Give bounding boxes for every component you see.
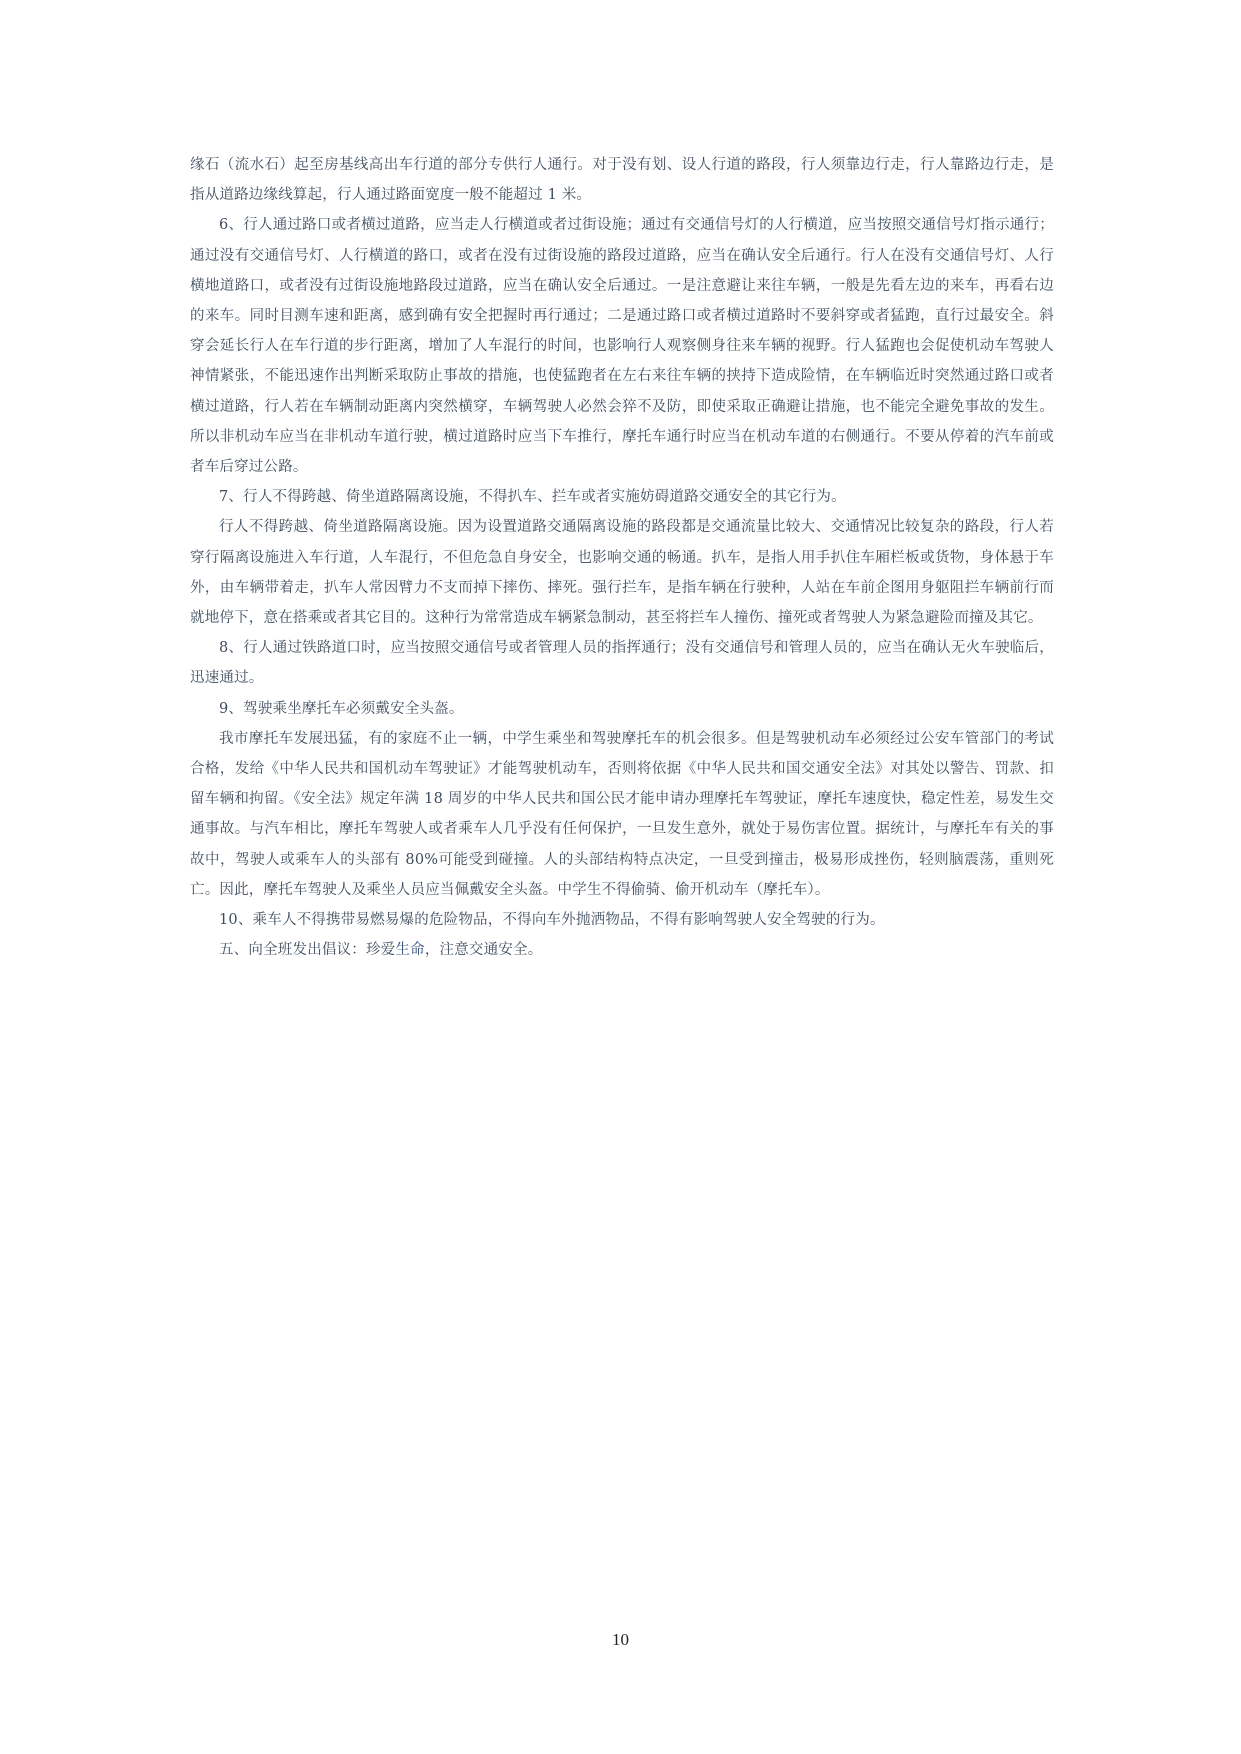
closing-text-end: ，注意交通安全。 xyxy=(424,942,543,959)
paragraph-closing xyxy=(190,935,1054,965)
paragraph-rule-8: 8、行人通过铁路道口时，应当按照交通信号或者管理人员的指挥通行；没有交通信号和管理人员的，应当在确认无火车驶临后，迅速通过。 xyxy=(190,640,1054,687)
paragraph-sidewalk: 缘石（流水石）起至房基线高出车行道的部分专供行人通行。对于没有划、设人行道的路段，行人须靠边行走，行人靠路边行走，是指从道路边缘线算起，行人通过路面宽度一般不能超过 1 米。 xyxy=(190,157,1054,204)
paragraph-rule-7: 7、行人不得跨越、倚坐道路隔离设施，不得扒车、拦车或者实施妨碍道路交通安全的其它行为。 xyxy=(219,489,846,506)
body-text xyxy=(190,150,1054,965)
paragraph-rule-9: 9、驾驶乘坐摩托车必须戴安全头盔。 xyxy=(219,700,464,717)
paragraph-rule-6: 6、行人通过路口或者横过道路，应当走人行横道或者过街设施；通过有交通信号灯的人行横道，应当按照交通信号灯指示通行；通过没有交通信号灯、人行横道的路口，或者在没有过街设施的路段过道路，应当在确认安全后通行。行人在没有交通信号灯、人行横地道路口，或者没有过街设施地路段过道路，应当在确认安全后通过。一是注意避让来往车辆，一般是先看左边的来车，再看右边的来车。同时目测车速和距离，感到确有安全把握时再行通过；二是通过路口或者横过道路时不要斜穿或者猛跑，直行过最安全。斜穿会延长行人在车行道的步行距离，增加了人车混行的时间，也影响行人观察侧身往来车辆的视野。行人猛跑也会促使机动车驾驶人神情紧张，不能迅速作出判断采取防止事故的措施，也使猛跑者在左右来往车辆的挟持下造成险情，在车辆临近时突然通过路口或者横过道路，行人若在车辆制动距离内突然横穿，车辆驾驶人必然会猝不及防，即使采取正确避让措施，也不能完全避免事故的发生。所以非机动车应当在非机动车道行驶，横过道路时应当下车推行，摩托车通行时应当在机动车道的右侧通行。不要从停着的汽车前或者车后穿过公路。 xyxy=(190,217,1054,476)
paragraph-rule-7-detail: 行人不得跨越、倚坐道路隔离设施。因为设置道路交通隔离设施的路段都是交通流量比较大、交通情况比较复杂的路段，行人若穿行隔离设施进入车行道，人车混行，不但危急自身安全，也影响交通的畅通。扒车，是指人用手扒住车厢栏板或货物，身体悬于车外，由车辆带着走，扒车人常因臂力不支而掉下摔伤、摔死。强行拦车，是指车辆在行驶种，人站在车前企图用身躯阻拦车辆前行而就地停下，意在搭乘或者其它目的。这种行为常常造成车辆紧急制动，甚至将拦车人撞伤、撞死或者驾驶人为紧急避险而撞及其它。 xyxy=(190,519,1054,627)
paragraph-rule-9-detail: 我市摩托车发展迅猛，有的家庭不止一辆，中学生乘坐和驾驶摩托车的机会很多。但是驾驶机动车必须经过公安车管部门的考试合格，发给《中华人民共和国机动车驾驶证》才能驾驶机动车，否则将依据《中华人民共和国交通安全法》对其处以警告、罚款、扣留车辆和拘留。《安全法》规定年满 18 周岁的中华人民共和国公民才能申请办理摩托车驾驶证，摩托车速度快，稳定性差，易发生交通事故。与汽车相比，摩托车驾驶人或者乘车人几乎没有任何保护，一旦发生意外，就处于易伤害位置。据统计，与摩托车有关的事故中，驾驶人或乘车人的头部有 80%可能受到碰撞。人的头部结构特点决定，一旦受到撞击，极易形成挫伤，轻则脑震荡，重则死亡。因此，摩托车驾驶人及乘坐人员应当佩戴安全头盔。中学生不得偷骑、偷开机动车（摩托车）。 xyxy=(190,730,1054,898)
closing-highlight: 生命 xyxy=(395,942,425,959)
closing-text-start: 五、向全班发出倡议：珍爱 xyxy=(219,942,396,959)
paragraph-rule-10: 10、乘车人不得携带易燃易爆的危险物品，不得向车外抛洒物品，不得有影响驾驶人安全驾驶的行为。 xyxy=(219,912,885,929)
page-number: 10 xyxy=(612,1630,629,1649)
